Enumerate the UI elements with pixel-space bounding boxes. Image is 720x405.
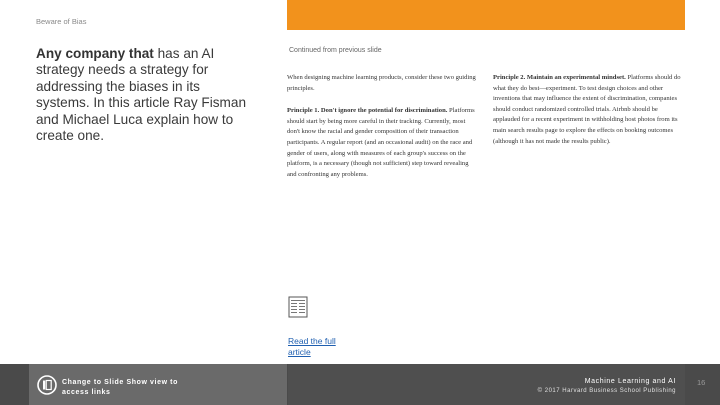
slideshow-hint-text: Change to Slide Show view to access links: [62, 379, 178, 396]
principle-2-text: Platforms should do what they do best—experiment. To test design choices and other inventions that may influence the extent of discrimination, companies should conduct randomized controlled trials. Airbnb should be applauded for a recent experiment in withholding host photos from its main search results page to explore the effects on booking outcomes (although it has not made the results public).: [493, 74, 681, 145]
page-number: 16: [697, 378, 706, 387]
principle-1-paragraph: [287, 106, 477, 180]
headline-rest: has an AI strategy needs a strategy for addressing the biases in its systems. In this article Ray Fisman and Michael Luca explain how to create one.: [36, 46, 246, 144]
footer-copyright: © 2017 Harvard Business School Publishing: [537, 388, 676, 394]
principle-2-title: Principle 2. Maintain an experimental mindset.: [493, 74, 626, 81]
accent-bar: [287, 0, 685, 30]
continued-note: Continued from previous slide: [289, 47, 382, 54]
slideshow-icon: [37, 375, 57, 395]
content-column-2: [493, 73, 686, 159]
principle-1-text: Platforms should start by being more careful in their tracking. Currently, most don't know the racial and gender composition of their transaction participants. A regular report (and an occasional audit) on the race and gender of users, along with measures of each group's success on the platform, is a necessary (though not sufficient) step toward revealing and confronting any problems.: [287, 107, 475, 178]
read-full-article-link[interactable]: Read the full article: [288, 336, 336, 357]
headline: [36, 46, 246, 144]
content-column-1: [287, 73, 477, 192]
principle-2-paragraph: [493, 73, 686, 147]
section-label: Beware of Bias: [36, 17, 87, 26]
slideshow-hint: [62, 378, 187, 397]
document-icon: [288, 296, 308, 318]
intro-paragraph: When designing machine learning products, consider these two guiding principles.: [287, 74, 476, 92]
footer-title: Machine Learning and AI: [584, 378, 676, 385]
headline-bold: Any company that: [36, 46, 154, 61]
principle-1-title: Principle 1. Don't ignore the potential for discrimination.: [287, 107, 448, 115]
